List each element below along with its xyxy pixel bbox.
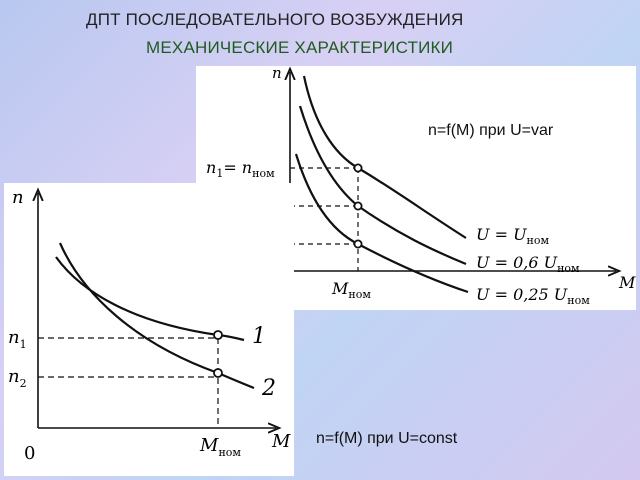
origin-label: 0	[24, 443, 36, 464]
caption-u-var: n=f(M) при U=var	[428, 122, 554, 139]
y-axis-label: n	[12, 187, 24, 208]
tick-n1: $n_1$	[8, 327, 27, 351]
curve-label-u-nom: $U = U_{ном}$	[476, 225, 550, 247]
point-1	[214, 331, 222, 339]
diagram-u-const	[4, 183, 294, 476]
tick-n2: $n_2$	[8, 366, 27, 390]
point-n3	[354, 240, 361, 247]
point-n1	[354, 164, 361, 171]
caption-u-const: n=f(M) при U=const	[316, 430, 458, 447]
tick-mnom: $M_{ном}$	[332, 279, 371, 301]
curve-label-u-025: U = 0,25 $U_{ном}$	[476, 285, 590, 307]
curve-u-nom	[304, 76, 466, 238]
page-title: ДПТ ПОСЛЕДОВАТЕЛЬНОГО ВОЗБУЖДЕНИЯ	[86, 10, 464, 29]
y-axis-label: n	[272, 66, 282, 82]
x-axis-label: M	[272, 431, 291, 452]
x-axis-label: M	[619, 273, 636, 292]
point-n2	[354, 202, 361, 209]
curve-label-2: 2	[262, 376, 276, 401]
tick-n1: $n_1= n_{ном}$	[206, 158, 275, 180]
point-2	[214, 369, 222, 377]
curve-label-1: 1	[252, 324, 266, 349]
curve-2	[60, 243, 254, 388]
page-subtitle: МЕХАНИЧЕСКИЕ ХАРАКТЕРИСТИКИ	[146, 38, 454, 57]
curve-1	[56, 257, 244, 340]
diagram-u-const-svg	[4, 183, 294, 476]
tick-mnom: $M_{ном}$	[200, 435, 241, 459]
curve-label-u-06: U = 0,6 $U_{ном}$	[476, 253, 580, 275]
